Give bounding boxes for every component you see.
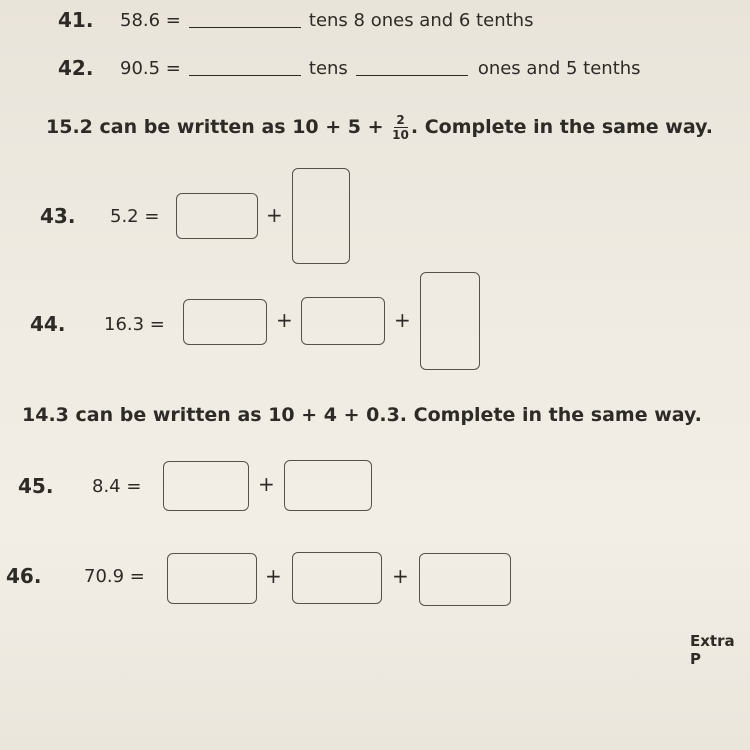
answer-box-tens[interactable] xyxy=(167,553,257,604)
problem-number: 44. xyxy=(30,312,66,336)
problem-expression: 58.6 = xyxy=(120,9,181,31)
problem-number: 42. xyxy=(58,56,94,80)
problem-45 xyxy=(18,474,141,498)
answer-box-tenths[interactable] xyxy=(284,460,372,511)
problem-46 xyxy=(6,564,145,588)
problem-expression: 90.5 = xyxy=(120,57,181,79)
problem-42 xyxy=(58,56,641,80)
instruction-text: 15.2 can be written as 10 + 5 + xyxy=(46,116,384,138)
footer-label: Extra P xyxy=(690,632,735,668)
problem-expression: 70.9 = xyxy=(84,565,145,587)
plus-sign: + xyxy=(258,472,275,496)
instruction-2: 14.3 can be written as 10 + 4 + 0.3. Complete in the same way. xyxy=(22,404,702,426)
plus-sign: + xyxy=(265,564,282,588)
tens-label: tens xyxy=(308,57,348,79)
problem-expression: 5.2 = xyxy=(110,205,160,227)
plus-sign: + xyxy=(266,203,283,227)
problem-expression: 16.3 = xyxy=(104,313,165,335)
problem-44 xyxy=(30,312,165,336)
problem-43 xyxy=(40,204,159,228)
instruction-1 xyxy=(46,114,713,141)
answer-box-tens[interactable] xyxy=(176,193,258,239)
problem-41 xyxy=(58,8,533,32)
problem-text: ones and 5 tenths xyxy=(477,57,641,79)
problem-number: 45. xyxy=(18,474,54,498)
answer-box-tenths[interactable] xyxy=(420,272,480,370)
answer-blank-tens[interactable] xyxy=(189,75,301,76)
problem-expression: 8.4 = xyxy=(92,475,142,497)
fraction-numerator: 2 xyxy=(396,113,405,127)
answer-box-ones[interactable] xyxy=(163,461,249,511)
problem-text: tens 8 ones and 6 tenths xyxy=(308,9,534,31)
problem-number: 41. xyxy=(58,8,94,32)
problem-number: 46. xyxy=(6,564,42,588)
plus-sign: + xyxy=(276,308,293,332)
answer-blank[interactable] xyxy=(189,27,301,28)
fraction xyxy=(392,114,409,141)
plus-sign: + xyxy=(392,564,409,588)
instruction-text-end: . Complete in the same way. xyxy=(410,116,713,138)
answer-box-ones[interactable] xyxy=(301,297,385,345)
answer-box-tenths[interactable] xyxy=(419,553,511,606)
plus-sign: + xyxy=(394,308,411,332)
answer-box-tens[interactable] xyxy=(183,299,267,345)
answer-box-ones[interactable] xyxy=(292,168,350,264)
problem-number: 43. xyxy=(40,204,76,228)
answer-box-ones[interactable] xyxy=(292,552,382,604)
answer-blank-ones[interactable] xyxy=(356,75,468,76)
fraction-denominator: 10 xyxy=(392,128,409,142)
